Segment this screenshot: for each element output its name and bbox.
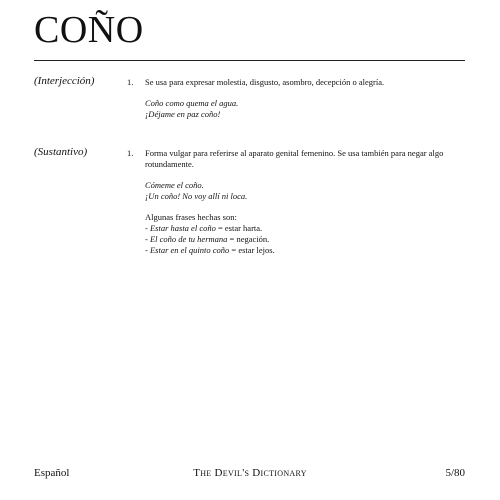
sense-number: 1. xyxy=(127,148,134,158)
sense-body xyxy=(145,77,465,120)
phrase-list xyxy=(145,223,465,256)
phrase-item xyxy=(145,234,465,245)
part-of-speech: (Sustantivo) xyxy=(34,146,88,158)
definition: Se usa para expresar molestia, disgusto, asombro, decepción o alegría. xyxy=(145,77,385,87)
phrases-intro: Algunas frases hechas son: xyxy=(145,212,237,222)
page-title: COÑO xyxy=(34,9,144,51)
footer-language: Español xyxy=(34,467,70,479)
title-divider xyxy=(34,60,465,61)
examples xyxy=(145,180,465,202)
phrase-meaning: = negación. xyxy=(227,234,270,244)
phrase-bullet: - xyxy=(145,234,150,244)
sense-body xyxy=(145,148,465,256)
phrase-item xyxy=(145,223,465,234)
phrase-item xyxy=(145,245,465,256)
example: ¡Déjame en paz coño! xyxy=(145,109,221,119)
phrase-meaning: = estar harta. xyxy=(215,223,263,233)
examples xyxy=(145,98,465,120)
definition: Forma vulgar para referirse al aparato genital femenino. Se usa también para negar algo rotundamente. xyxy=(145,148,444,169)
footer-book-title: The Devil's Dictionary xyxy=(193,467,307,479)
phrase-text: Estar en el quinto coño xyxy=(149,245,230,255)
sense-number: 1. xyxy=(127,77,134,87)
phrase-bullet: - xyxy=(145,223,150,233)
phrase-text: El coño de tu hermana xyxy=(149,234,228,244)
phrase-text: Estar hasta el coño xyxy=(149,223,216,233)
part-of-speech: (Interjección) xyxy=(34,75,95,87)
page-number: 5/80 xyxy=(445,467,465,479)
phrase-bullet: - xyxy=(145,245,150,255)
example: ¡Un coño! No voy allí ni loca. xyxy=(145,191,248,201)
example: Coño como quema el agua. xyxy=(145,98,239,108)
phrase-meaning: = estar lejos. xyxy=(229,245,275,255)
example: Cómeme el coño. xyxy=(145,180,204,190)
